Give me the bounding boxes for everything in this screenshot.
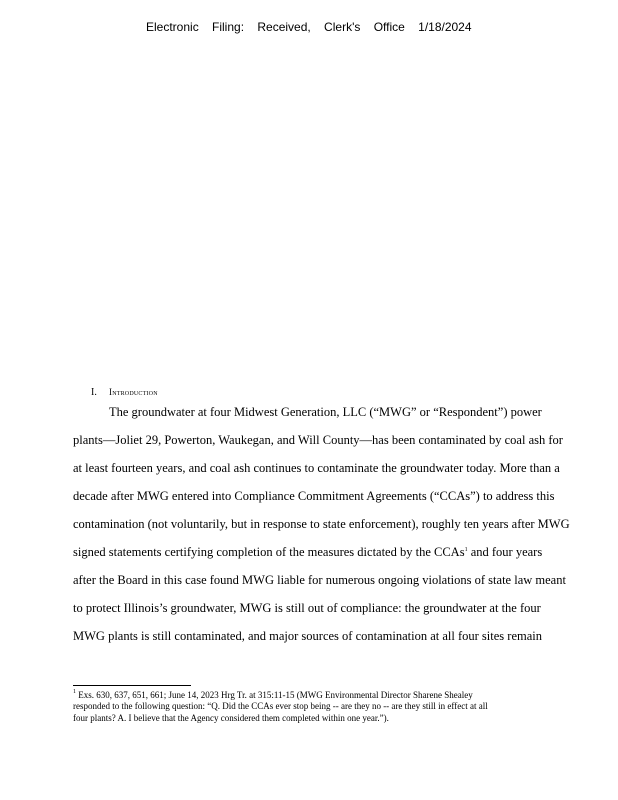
footnote-reference[interactable]: 1 [464, 547, 468, 553]
footnote-text-1: Exs. 630, 637, 651, 661; June 14, 2023 Hrg Tr. at 315:11-15 (MWG Environmental Director Sharene Shealey [78, 690, 473, 700]
section-heading [91, 387, 158, 398]
body-line-5: contamination (not voluntarily, but in response to state enforcement), roughly ten years after MWG [73, 517, 570, 531]
body-line-1: The groundwater at four Midwest Generation, LLC (“MWG” or “Respondent”) power [109, 405, 542, 419]
filing-stamp: Electronic Filing: Received, Clerk's Office 1/18/2024 [146, 20, 472, 34]
footnote-line-3: four plants? A. I believe that the Agency considered them completed within one year.”). [73, 713, 389, 723]
section-title: Introduction [109, 387, 158, 397]
body-line-2: plants—Joliet 29, Powerton, Waukegan, and Will County—has been contaminated by coal ash for [73, 433, 563, 447]
body-line-3: at least fourteen years, and coal ash continues to contaminate the groundwater today. More than a [73, 461, 560, 475]
body-line-9: MWG plants is still contaminated, and major sources of contamination at all four sites remain [73, 629, 542, 643]
body-line-8: to protect Illinois’s groundwater, MWG is still out of compliance: the groundwater at the four [73, 601, 541, 615]
footnote-separator [73, 685, 191, 686]
footnote-marker: 1 [73, 689, 76, 695]
body-line-6 [73, 545, 542, 560]
footnote-line-1 [73, 689, 473, 700]
body-line-4: decade after MWG entered into Compliance Commitment Agreements (“CCAs”) to address this [73, 489, 555, 503]
body-line-6-text: signed statements certifying completion of the measures dictated by the CCAs [73, 545, 465, 559]
footnote-line-2: responded to the following question: “Q. Did the CCAs ever stop being -- are they no -- are they still in effect at all [73, 701, 488, 711]
body-line-6-tail: and four years [470, 545, 543, 559]
body-line-7: after the Board in this case found MWG liable for numerous ongoing violations of state law meant [73, 573, 566, 587]
section-number: I. [91, 387, 97, 398]
